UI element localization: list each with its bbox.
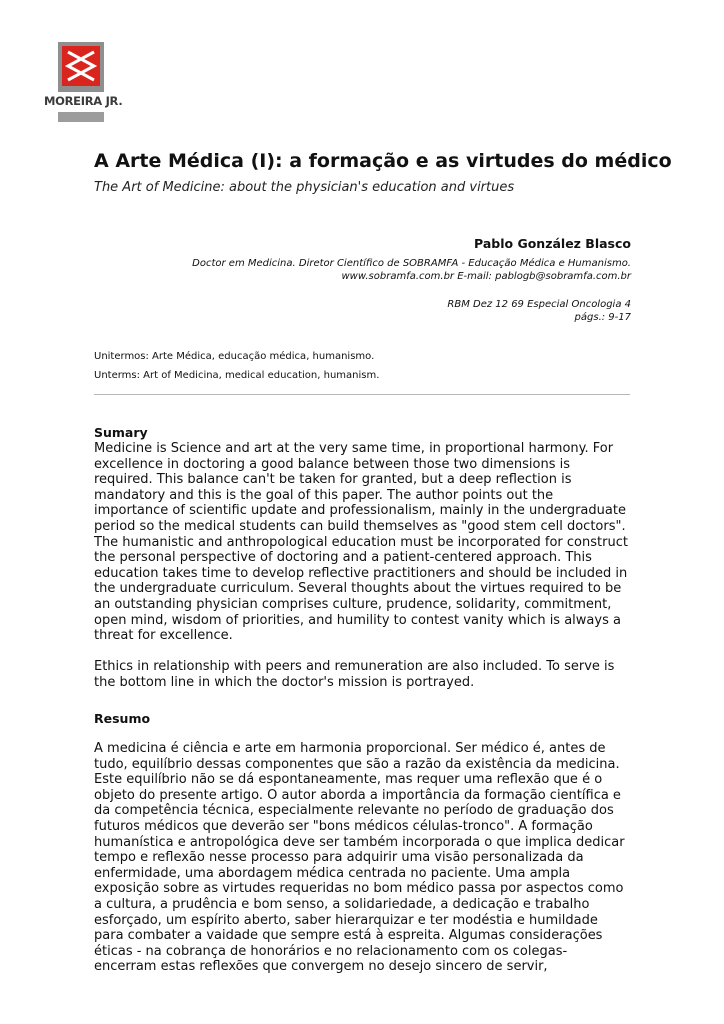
text-line: esforçado, um espírito aberto, saber hierarquizar e ter modéstia e humildade — [94, 912, 598, 928]
text-line: a cultura, a prudência e bom senso, a solidariedade, a dedicação e trabalho — [94, 896, 590, 912]
text-line: tudo, equilíbrio dessas componentes que são a razão da existência da medicina. — [94, 756, 620, 772]
text-line: The humanistic and anthropological education must be incorporated for construct — [94, 534, 628, 550]
summary-heading: Sumary — [94, 425, 148, 440]
text-line: open mind, wisdom of priorities, and humility to contest vanity which is always a — [94, 612, 621, 628]
journal-citation: RBM Dez 12 69 Especial Oncologia 4 — [447, 299, 631, 310]
resumo-heading: Resumo — [94, 711, 151, 726]
keywords-pt: Unitermos: Arte Médica, educação médica, humanismo. — [94, 351, 375, 362]
text-line: Este equilíbrio não se dá espontaneamente, mas requer uma reflexão que é o — [94, 772, 603, 788]
text-line: the bottom line in which the doctor's mission is portrayed. — [94, 674, 475, 690]
text-line: objeto do presente artigo. O autor aborda a importância da formação científica e — [94, 787, 621, 803]
logo-chevron-icon — [62, 46, 100, 86]
text-line: threat for excellence. — [94, 628, 233, 644]
logo-emblem-inner — [62, 46, 100, 86]
text-line: period so the medical students can build themselves as "good stem cell doctors". — [94, 518, 626, 534]
article-subtitle: The Art of Medicine: about the physician's education and virtues — [94, 180, 515, 195]
text-line: da competência técnica, especialmente relevante no período de graduação dos — [94, 803, 614, 819]
text-line: futuros médicos que deverão ser "bons médicos células-tronco". A formação — [94, 818, 593, 834]
text-line: enfermidade, uma abordagem médica centrada no paciente. Uma ampla — [94, 865, 571, 881]
author-name: Pablo González Blasco — [474, 236, 631, 251]
author-affiliation — [192, 257, 631, 283]
text-line: humanística e antropológica deve ser também incorporada o que implica dedicar — [94, 834, 625, 850]
text-line: A medicina é ciência e arte em harmonia proporcional. Ser médico é, antes de — [94, 741, 606, 756]
text-line: required. This balance can't be taken for granted, but a deep reflection is — [94, 472, 572, 488]
text-line: the personal perspective of doctoring and a patient-centered approach. This — [94, 550, 592, 566]
logo-emblem — [58, 42, 104, 92]
text-line: tempo e reflexão nesse processo para adquirir uma visão personalizada da — [94, 850, 584, 866]
section-divider — [94, 394, 630, 395]
text-line: importance of scientific update and professionalism, mainly in the undergraduate — [94, 503, 626, 519]
text-line: encerram estas reflexões que convergem no desejo sincero de servir, — [94, 959, 548, 975]
resumo-paragraph — [94, 741, 634, 975]
text-line: Ethics in relationship with peers and remuneration are also included. To serve is — [94, 659, 615, 674]
text-line: education takes time to develop reflective practitioners and should be included in — [94, 565, 628, 581]
publisher-logo — [44, 42, 123, 128]
text-line: éticas - na cobrança de honorários e no relacionamento com os colegas- — [94, 943, 568, 959]
affiliation-contact-line: www.sobramfa.com.br E-mail: pablogb@sobramfa.com.br — [341, 271, 631, 282]
text-line: an outstanding physician comprises culture, prudence, solidarity, commitment, — [94, 596, 612, 612]
journal-reference — [447, 298, 631, 324]
text-line: para combater a vaidade que sempre está à espreita. Algumas considerações — [94, 928, 603, 944]
journal-pages: págs.: 9-17 — [574, 312, 631, 323]
affiliation-line: Doctor em Medicina. Diretor Científico de SOBRAMFA - Educação Médica e Humanismo. — [192, 258, 631, 269]
text-line: excellence in doctoring a good balance between those two dimensions is — [94, 456, 571, 472]
summary-paragraph-1 — [94, 441, 634, 644]
summary-paragraph-2 — [94, 659, 634, 690]
logo-bar — [58, 112, 104, 122]
logo-text: MOREIRA JR. — [44, 94, 123, 108]
text-line: mandatory and this is the goal of this paper. The author points out the — [94, 487, 554, 503]
article-title: A Arte Médica (I): a formação e as virtudes do médico — [94, 150, 672, 172]
text-line: exposição sobre as virtudes requeridas no bom médico passa por aspectos como — [94, 881, 624, 897]
keywords-en: Unterms: Art of Medicina, medical education, humanism. — [94, 370, 380, 381]
text-line: the undergraduate curriculum. Several thoughts about the virtues required to be — [94, 581, 622, 597]
text-line: Medicine is Science and art at the very same time, in proportional harmony. For — [94, 441, 614, 456]
